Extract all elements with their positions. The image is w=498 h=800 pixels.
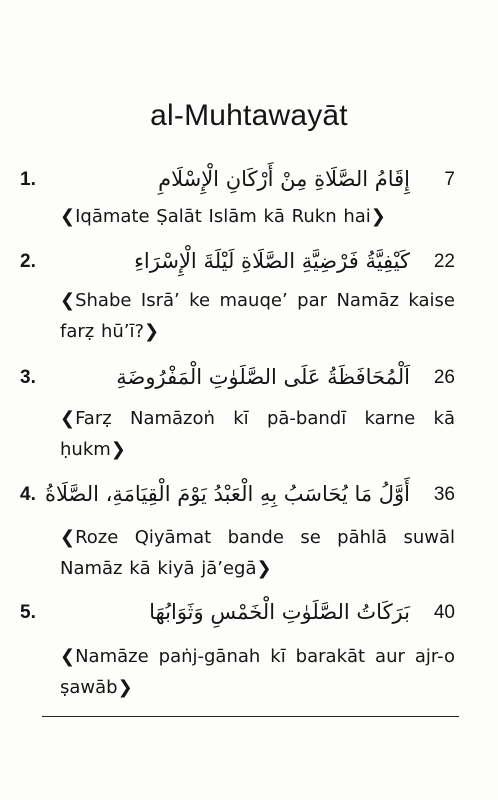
arabic-heading: إِقَامُ الصَّلَاةِ مِنْ أَرْكَانِ الْإِسْلَامِ xyxy=(158,167,410,191)
entry-description: ❮Iqāmate Ṣalāt Islām kā Rukn hai❯ xyxy=(60,206,386,227)
entry-description: ❮Namāze paṅj-gānah kī barakāt aur ajr-o ṣawāb❯ xyxy=(60,646,455,698)
entry-number: 3. xyxy=(20,367,36,388)
entry-number: 4. xyxy=(20,484,36,505)
entry-number: 2. xyxy=(20,251,36,272)
arabic-heading: بَرَكَاتُ الصَّلَوٰتِ الْخَمْسِ وَثَوَابُهَا xyxy=(149,600,410,624)
entry-description: ❮Shabe Isrā’ ke mauqe’ par Namāz kaise farẓ hū’ī?❯ xyxy=(60,290,455,342)
entry-number: 1. xyxy=(20,169,36,190)
arabic-heading: كَيْفِيَّةُ فَرْضِيَّةِ الصَّلَاةِ لَيْلَةَ الْإِسْرَاءِ xyxy=(134,249,410,273)
page-number: 7 xyxy=(444,169,455,190)
entry-description: ❮Roze Qiyāmat bande se pāhlā suwāl Namāz kā kiyā jā’egā❯ xyxy=(60,527,455,579)
arabic-heading: أَوَّلُ مَا يُحَاسَبُ بِهِ الْعَبْدُ يَوْمَ الْقِيَامَةِ، الصَّلَاةُ xyxy=(45,482,410,506)
page-number: 40 xyxy=(433,602,455,623)
page-title: al-Muhtawayāt xyxy=(150,99,348,132)
page-number: 22 xyxy=(433,251,455,272)
arabic-heading: اَلْمُحَافَظَةُ عَلَى الصَّلَوٰتِ الْمَفْرُوضَةِ xyxy=(116,365,410,389)
footer-divider xyxy=(42,716,459,717)
page-number: 36 xyxy=(433,484,455,505)
entry-number: 5. xyxy=(20,602,36,623)
entry-description: ❮Farẓ Namāzoṅ kī pā-bandī karne kā ḥukm❯ xyxy=(60,408,455,460)
page-number: 26 xyxy=(433,367,455,388)
